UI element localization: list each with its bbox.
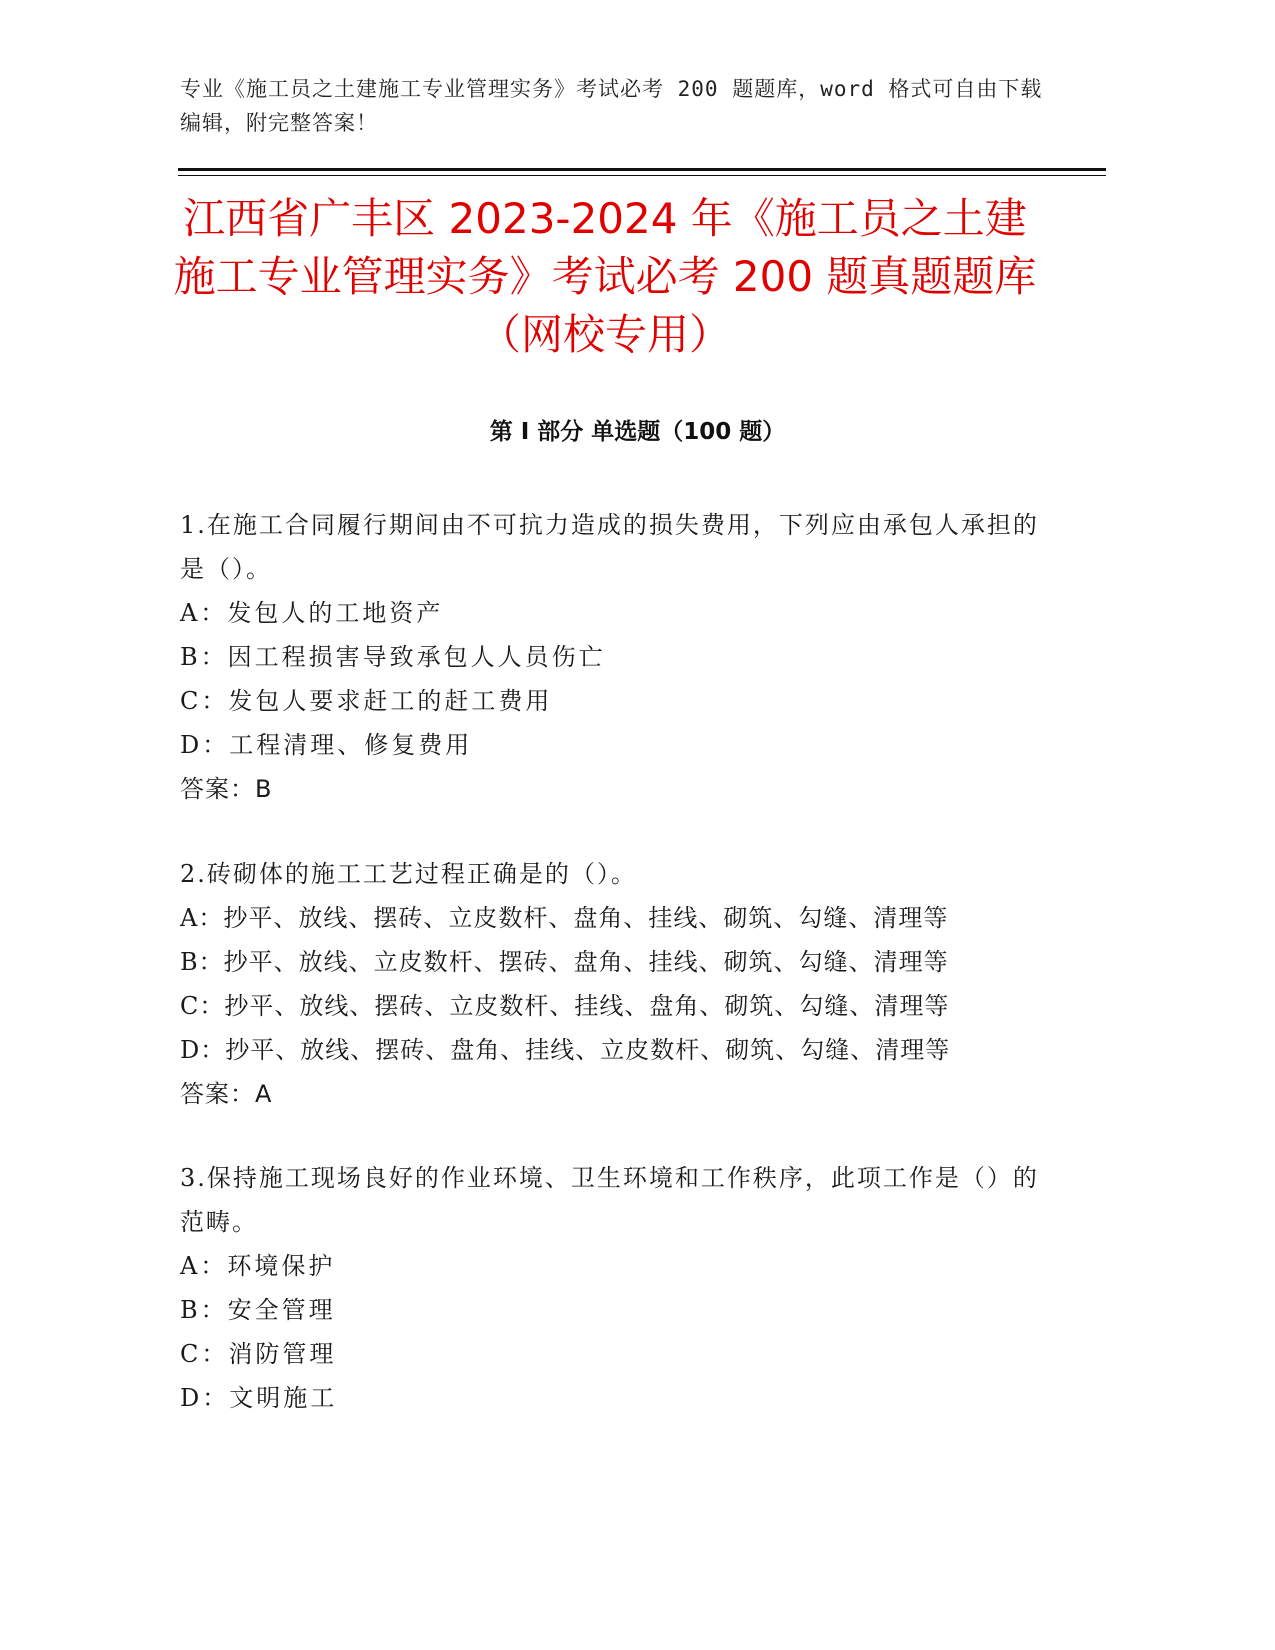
header-divider [178,168,1106,171]
document-title: 江西省广丰区 2023-2024 年《施工员之土建施工专业管理实务》考试必考 200 题真题题库（网校专用） [173,194,1037,359]
section-title: 第 I 部分 单选题（100 题） [489,419,786,445]
option-c: C：发包人要求赶工的赶工费用 [180,687,553,715]
option-d: D：抄平、放线、摆砖、盘角、挂线、立皮数杆、砌筑、勾缝、清理等 [180,1036,951,1064]
question-stem: 3.保持施工现场良好的作业环境、卫生环境和工作秩序，此项工作是（）的范畴。 [180,1164,1039,1236]
header-divider-thin [178,175,1106,176]
answer-line: 答案：A [180,1080,273,1108]
header-note: 专业《施工员之土建施工专业管理实务》考试必考 200 题题库，word 格式可自由下载编辑，附完整答案！ [180,77,1043,135]
option-b: B：安全管理 [180,1296,336,1324]
answer-line: 答案：B [180,775,273,803]
option-d: D：文明施工 [180,1384,338,1412]
option-a: A：环境保护 [180,1252,336,1280]
option-c: C：消防管理 [180,1340,337,1368]
question-2 [180,852,1040,1116]
question-1 [180,503,1040,811]
option-b: B：抄平、放线、立皮数杆、摆砖、盘角、挂线、砌筑、勾缝、清理等 [180,948,949,976]
option-a: A：抄平、放线、摆砖、立皮数杆、盘角、挂线、砌筑、勾缝、清理等 [180,904,949,932]
option-c: C：抄平、放线、摆砖、立皮数杆、挂线、盘角、砌筑、勾缝、清理等 [180,992,950,1020]
option-b: B：因工程损害导致承包人人员伤亡 [180,643,606,671]
question-3 [180,1156,1040,1420]
question-stem: 1.在施工合同履行期间由不可抗力造成的损失费用，下列应由承包人承担的是（）。 [180,511,1039,583]
option-a: A：发包人的工地资产 [180,599,444,627]
option-d: D：工程清理、修复费用 [180,731,473,759]
question-stem: 2.砖砌体的施工工艺过程正确是的（）。 [180,860,637,888]
